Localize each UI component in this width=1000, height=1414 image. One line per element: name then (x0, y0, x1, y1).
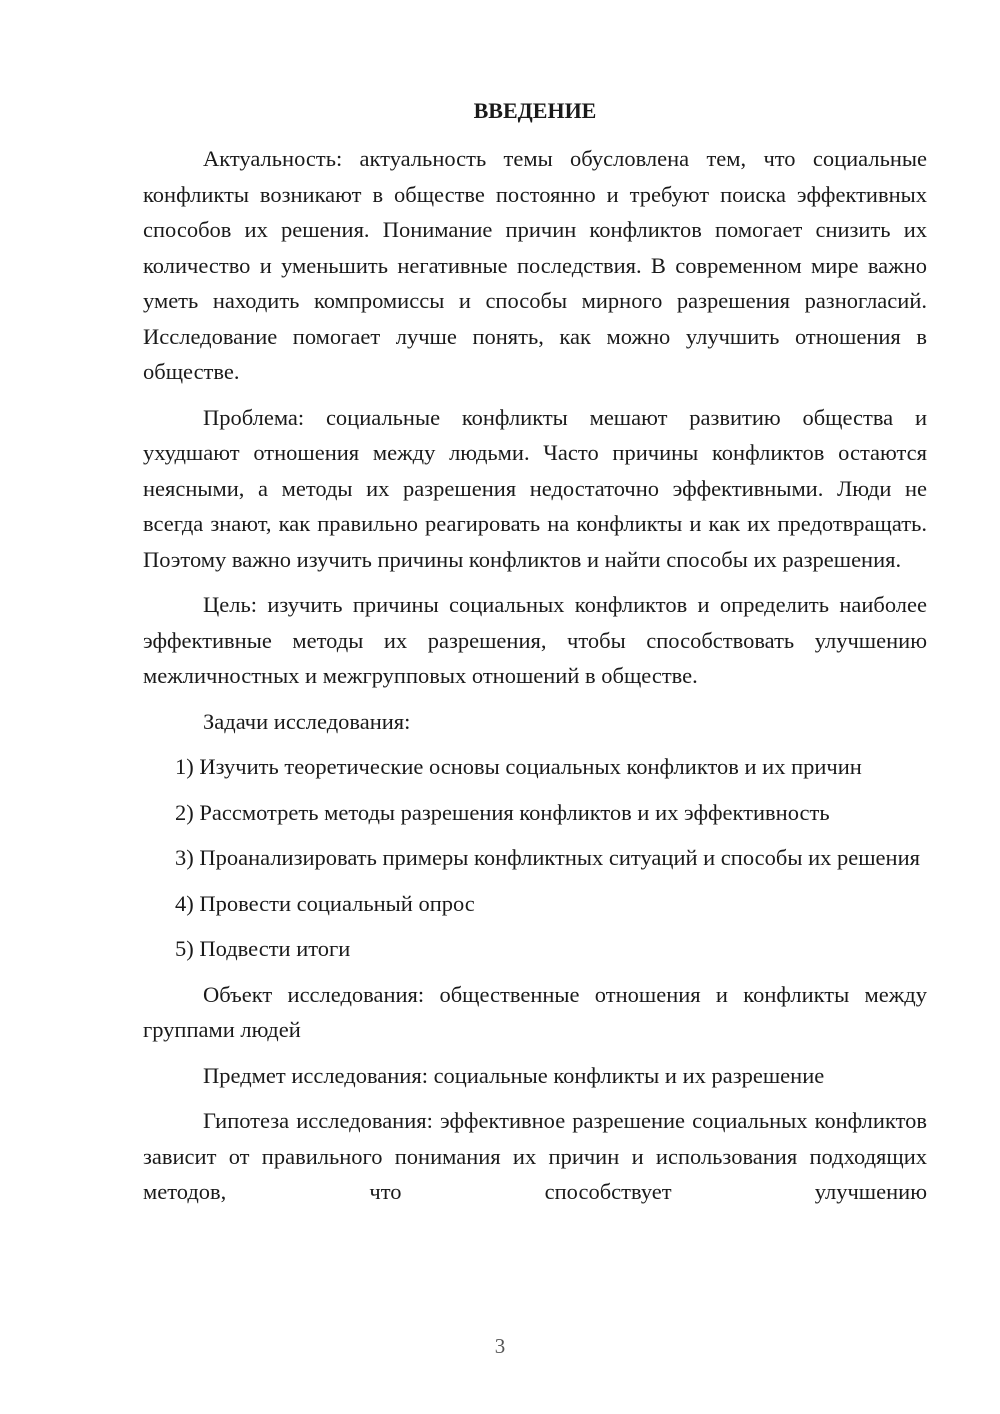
task-item-5: 5) Подвести итоги (175, 936, 351, 961)
document-page (143, 95, 927, 1220)
task-item-1: 1) Изучить теоретические основы социальных конфликтов и их причин (175, 754, 862, 779)
subject-paragraph: Предмет исследования: социальные конфликты и их разрешение (203, 1062, 825, 1088)
task-item-2: 2) Рассмотреть методы разрешения конфликтов и их эффективность (175, 799, 830, 825)
tasks-intro: Задачи исследования: (203, 708, 411, 734)
hypothesis-paragraph: Гипотеза исследования: эффективное разрешение социальных конфликтов зависит от правильного понимания их причин и использования подходящих методов, что способствует улучшению (143, 1108, 927, 1204)
goal-paragraph: Цель: изучить причины социальных конфликтов и определить наиболее эффективные методы их разрешения, чтобы способствовать улучшению межличностных и межгрупповых отношений в обществе. (143, 592, 927, 688)
section-heading: ВВЕДЕНИЕ (473, 98, 597, 123)
relevance-paragraph: Актуальность: актуальность темы обусловлена тем, что социальные конфликты возникают в обществе постоянно и требуют поиска эффективных способов их решения. Понимание причин конфликтов помогает снизить их количество и уменьшить негативные последствия. В современном мире важно уметь находить компромиссы и способы мирного разрешения разногласий. Исследование помогает лучше понять, как можно улучшить отношения в обществе. (143, 146, 927, 384)
object-paragraph: Объект исследования: общественные отношения и конфликты между группами людей (143, 981, 927, 1042)
task-item-4: 4) Провести социальный опрос (175, 890, 475, 916)
problem-paragraph: Проблема: социальные конфликты мешают развитию общества и ухудшают отношения между людьми. Часто причины конфликтов остаются неясными, а методы их разрешения недостаточно эффективными. Люди не всегда знают, как правильно реагировать на конфликты и как их предотвращать. Поэтому важно изучить причины конфликтов и найти способы их разрешения. (143, 404, 927, 572)
page-number: 3 (494, 1334, 506, 1358)
task-item-3: 3) Проанализировать примеры конфликтных ситуаций и способы их решения (175, 845, 920, 870)
